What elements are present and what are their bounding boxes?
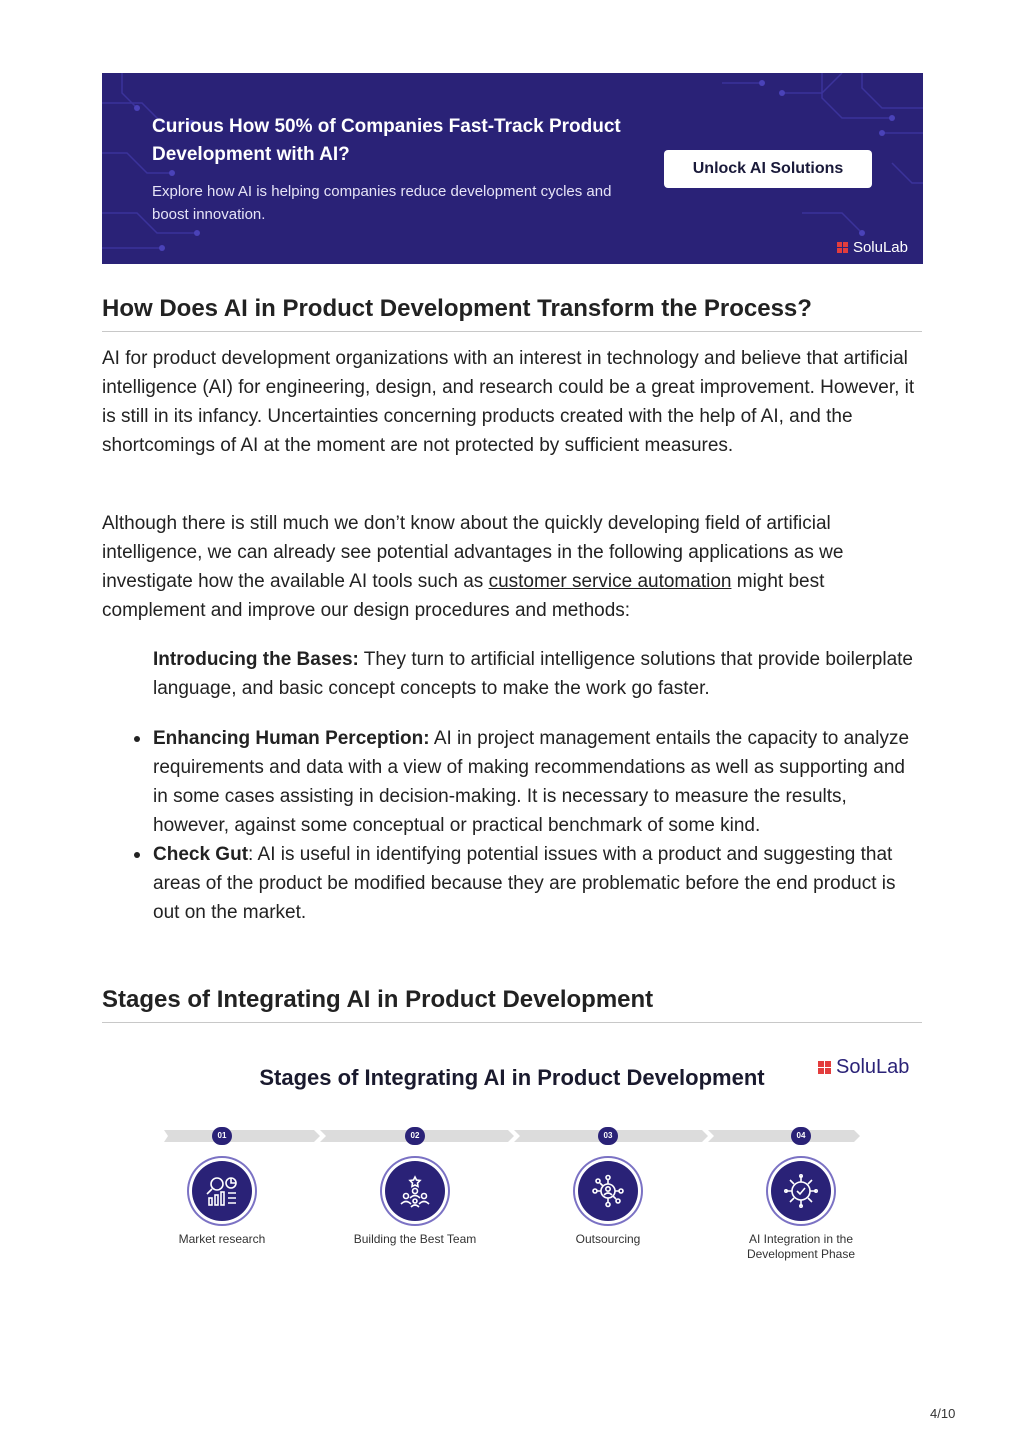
brand-name: SoluLab bbox=[852, 239, 908, 256]
paragraph-applications bbox=[102, 509, 924, 625]
paragraph-intro: AI for product development organizations with an interest in technology and believe that artificial intelligence (AI) for engineering, design, and research could be a great improvement. However, it is still in its infancy. Uncertainties concerning products created with the help of AI, and the shortcomings of AI at the moment are not protected by sufficient measures. bbox=[102, 348, 915, 456]
intro-item bbox=[153, 645, 923, 703]
paragraph-text: Although there is still much we don’t know about the quickly developing field of artificial intelligence, we can already see potential advantages in the following applications as we investigate how the available AI tools such as bbox=[102, 513, 844, 592]
page-number: 4/10 bbox=[930, 1406, 956, 1421]
ai-chip-icon bbox=[771, 1161, 831, 1221]
brand-name: SoluLab bbox=[836, 1056, 910, 1078]
stage-label: Market research bbox=[178, 1232, 266, 1246]
unlock-ai-solutions-button[interactable]: Unlock AI Solutions bbox=[664, 150, 872, 188]
stage-label: AI Integration in the Development Phase bbox=[746, 1232, 856, 1261]
stages-infographic bbox=[102, 1040, 922, 1280]
paragraph-text: might best complement and improve our design procedures and methods: bbox=[102, 571, 825, 621]
banner-heading: Curious How 50% of Companies Fast-Track Product Development with AI? bbox=[152, 116, 621, 165]
stage-building-team bbox=[345, 1040, 485, 1280]
promo-banner[interactable] bbox=[102, 73, 923, 264]
list-item-term: Check Gut bbox=[153, 844, 249, 865]
bullet-icon bbox=[134, 736, 140, 742]
section-heading-transform: How Does AI in Product Development Transform the Process? bbox=[102, 295, 922, 332]
solulab-logo-icon bbox=[837, 242, 848, 253]
stage-ai-integration bbox=[731, 1040, 871, 1280]
banner-subtext: Explore how AI is helping companies reduce development cycles and boost innovation. bbox=[152, 183, 612, 223]
stage-number: 04 bbox=[791, 1127, 811, 1145]
list-item-text: : AI is useful in identifying potential issues with a product and suggesting that areas of the product be modified because they are problematic before the end product is out on the market. bbox=[153, 844, 896, 923]
list-item-term: Enhancing Human Perception: bbox=[153, 728, 430, 749]
list-item-text: AI in project management entails the capacity to analyze requirements and data with a view of making recommendations as well as supporting and in some cases assisting in decision-making. It is necessary to measure the results, however, against some conceptual or practical benchmark of some kind. bbox=[153, 728, 910, 836]
solulab-logo bbox=[837, 239, 908, 256]
intro-item-text: They turn to artificial intelligence solutions that provide boilerplate language, and basic concept concepts to make the work go faster. bbox=[153, 649, 913, 699]
list-item bbox=[153, 724, 923, 840]
benefits-list bbox=[153, 724, 923, 927]
stage-number: 01 bbox=[212, 1127, 232, 1145]
bullet-icon bbox=[134, 852, 140, 858]
stage-number: 03 bbox=[598, 1127, 618, 1145]
customer-service-automation-link[interactable]: customer service automation bbox=[488, 571, 732, 592]
stage-label: Outsourcing bbox=[575, 1232, 641, 1246]
network-people-icon bbox=[578, 1161, 638, 1221]
section-heading-stages: Stages of Integrating AI in Product Development bbox=[102, 986, 922, 1023]
infographic-title: Stages of Integrating AI in Product Development bbox=[259, 1065, 765, 1090]
stage-label: Building the Best Team bbox=[353, 1232, 477, 1246]
intro-item-term: Introducing the Bases: bbox=[153, 649, 359, 670]
stage-market-research bbox=[152, 1040, 292, 1280]
magnifier-chart-icon bbox=[192, 1161, 252, 1221]
team-icon bbox=[385, 1161, 445, 1221]
stage-outsourcing bbox=[538, 1040, 678, 1280]
stage-number: 02 bbox=[405, 1127, 425, 1145]
list-item bbox=[153, 840, 923, 927]
